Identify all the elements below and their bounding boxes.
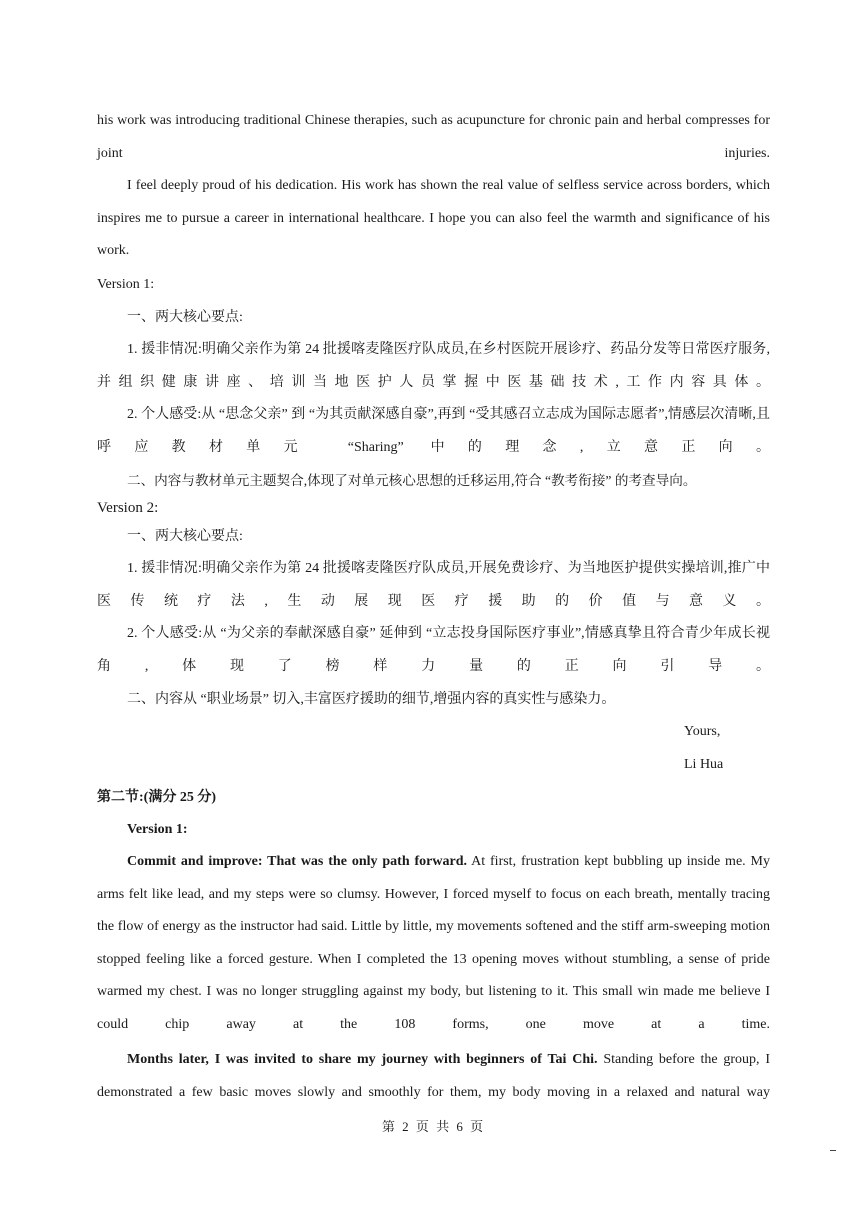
v1-point-1: 1. 援非情况:明确父亲作为第 24 批援喀麦隆医疗队成员,在乡村医院开展诊疗、药品分发等日常医疗服务,并组织健康讲座、培训当地医护人员掌握中医基础技术,工作内容具体。 bbox=[97, 342, 770, 390]
paragraph-herbal-compresses: his work was introducing traditional Chinese therapies, such as acupuncture for chronic pain and herbal compresses for joint injuries. bbox=[97, 113, 770, 161]
v2-point-2: 2. 个人感受:从 “为父亲的奉献深感自豪” 延伸到 “立志投身国际医疗事业”,情感真挚且符合青少年成长视角,体现了榜样力量的正向引导。 bbox=[97, 626, 770, 674]
letter-closing: Yours, bbox=[684, 724, 721, 739]
s2-paragraph-2-lead: Months later, I was invited to share my journey with beginners of Tai Chi. bbox=[127, 1052, 598, 1067]
s2-paragraph-1 bbox=[97, 846, 770, 1042]
section-2-title: 第二节:(满分 25 分) bbox=[97, 790, 216, 805]
s2-paragraph-1-body: At first, frustration kept bubbling up inside me. My arms felt like lead, and my steps were so clumsy. However, I forced myself to focus on each breath, mentally tracing the flow of energy as the instructor had said. Little by little, my movements softened and the stiff arm-sweeping motion stopped feeling like a forced gesture. When I completed the 13 opening moves without stumbling, a sense of pride warmed my chest. I was no longer struggling against my body, but listening to it. This small win made me believe I could chip away at the 108 forms, one move at a time. bbox=[97, 854, 770, 1032]
version-2-label: Version 2: bbox=[97, 500, 159, 516]
page-footer: 第 2 页 共 6 页 bbox=[381, 1119, 486, 1134]
v1-point-2: 2. 个人感受:从 “思念父亲” 到 “为其贡献深感自豪”,再到 “受其感召立志成为国际志愿者”,情感层次清晰,且呼应教材单元 “Sharing” 中的理念,立意正向。 bbox=[97, 407, 770, 455]
edge-mark bbox=[830, 1150, 836, 1151]
s2-paragraph-1-lead: Commit and improve: That was the only path forward. bbox=[127, 854, 468, 869]
v1-core-points-heading: 一、两大核心要点: bbox=[127, 310, 243, 325]
v1-part-2: 二、内容与教材单元主题契合,体现了对单元核心思想的迁移运用,符合 “教考衔接” 的考查导向。 bbox=[127, 473, 697, 488]
v2-point-1: 1. 援非情况:明确父亲作为第 24 批援喀麦隆医疗队成员,开展免费诊疗、为当地医护提供实操培训,推广中医传统疗法,生动展现医疗援助的价值与意义。 bbox=[97, 561, 770, 609]
v2-part-2: 二、内容从 “职业场景” 切入,丰富医疗援助的细节,增强内容的真实性与感染力。 bbox=[127, 692, 616, 707]
version-1-label: Version 1: bbox=[97, 277, 155, 292]
section-2-version-1-label: Version 1: bbox=[127, 822, 188, 837]
paragraph-proud: I feel deeply proud of his dedication. His work has shown the real value of selfless service across borders, which inspires me to pursue a career in international healthcare. I hope you can also feel the warmth and significance of his work. bbox=[97, 178, 770, 259]
s2-paragraph-2-body: Standing before the group, I demonstrated a few basic moves slowly and smoothly for them, my body moving in a relaxed and natural way bbox=[97, 1052, 770, 1100]
v2-core-points-heading: 一、两大核心要点: bbox=[127, 529, 243, 544]
s2-paragraph-2 bbox=[97, 1044, 770, 1109]
letter-signature: Li Hua bbox=[684, 757, 724, 772]
